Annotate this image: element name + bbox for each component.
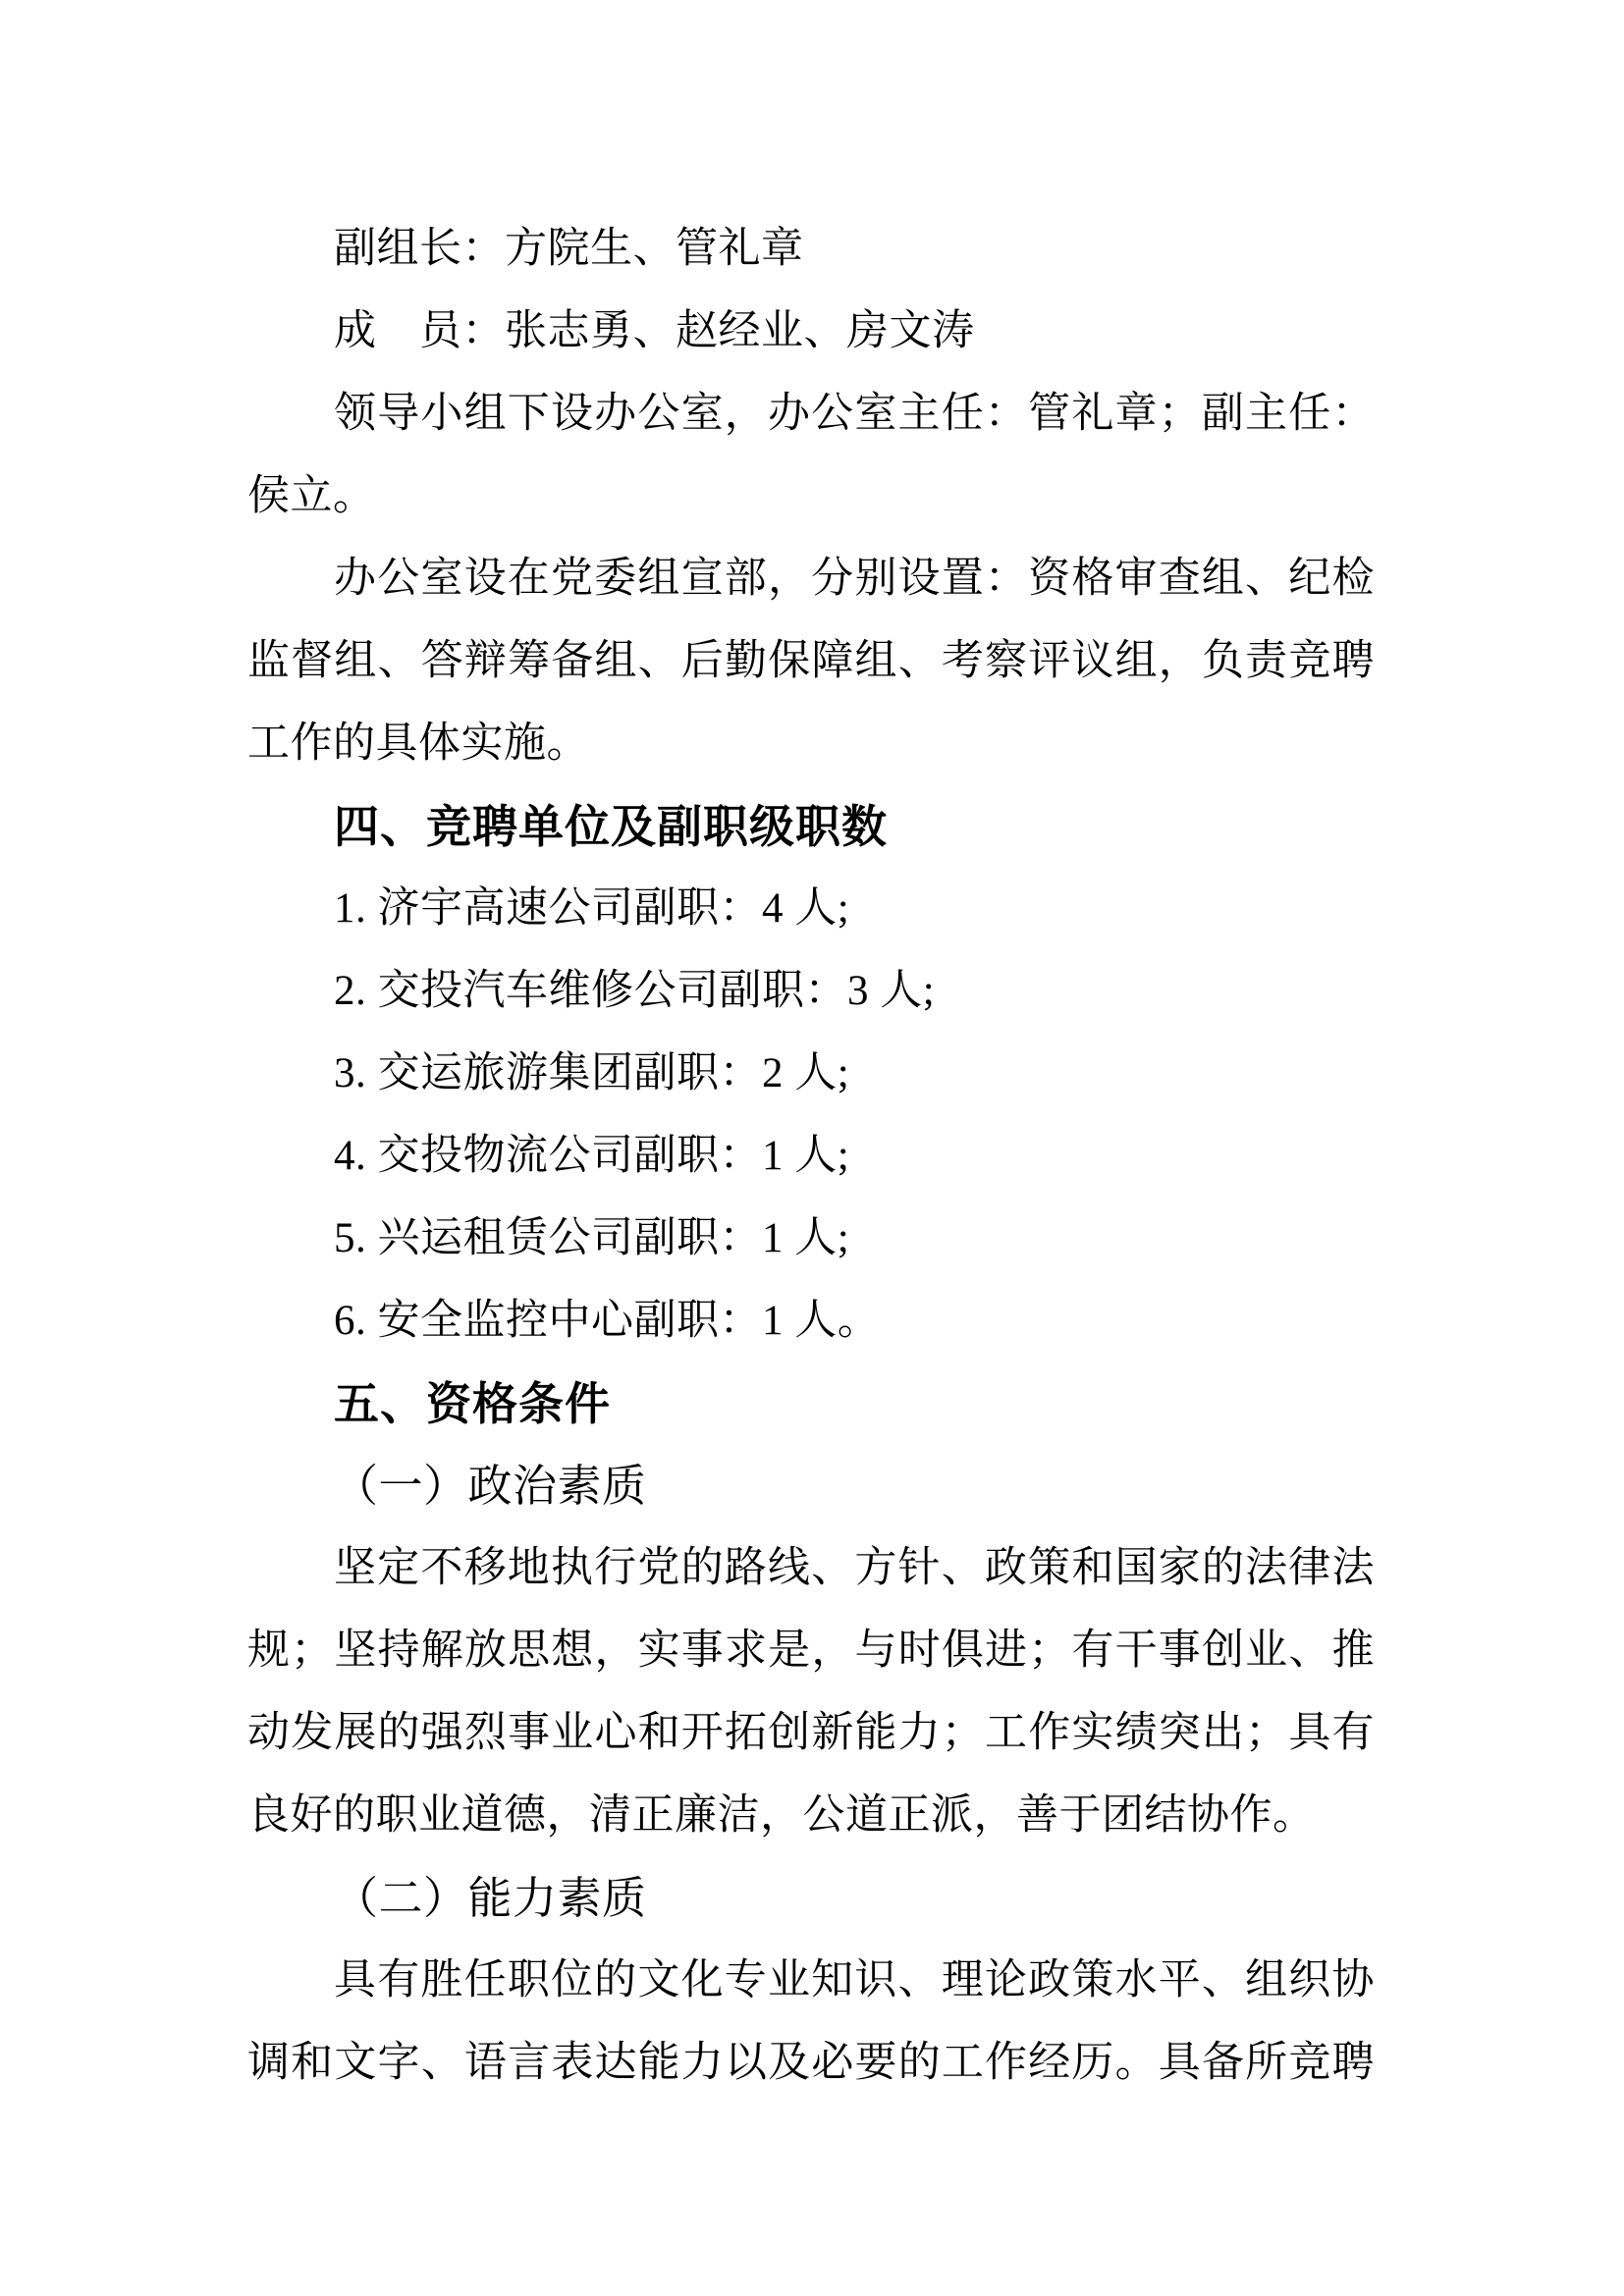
list-item-1: 1. 济宇高速公司副职：4 人; — [334, 885, 850, 932]
text-line-members: 成 员：张志勇、赵经业、房文涛 — [334, 308, 975, 354]
text-line-ability-2: 调和文字、语言表达能力以及必要的工作经历。具备所竞聘 — [247, 2040, 1375, 2086]
subsection-heading-political: （一）政治素质 — [334, 1462, 647, 1511]
section-heading-5: 五、资格条件 — [334, 1378, 611, 1429]
text-line-office-location: 办公室设在党委组宣部，分别设置：资格审查组、纪检 — [334, 556, 1375, 602]
text-line-political-2: 规；坚持解放思想，实事求是，与时俱进；有干事创业、推 — [247, 1628, 1375, 1674]
text-line-office-groups: 监督组、答辩筹备组、后勤保障组、考察评议组，负责竞聘 — [247, 638, 1375, 684]
text-line-deputy-leaders: 副组长：方院生、管礼章 — [334, 226, 804, 272]
list-item-5: 5. 兴运租赁公司副职：1 人; — [334, 1215, 850, 1261]
text-line-office-groups-cont: 工作的具体实施。 — [247, 721, 589, 767]
text-line-office-setup: 领导小组下设办公室，办公室主任：管礼章；副主任： — [334, 391, 1375, 437]
subsection-heading-ability: （二）能力素质 — [334, 1874, 647, 1923]
text-line-political-4: 良好的职业道德，清正廉洁，公道正派，善于团结协作。 — [247, 1792, 1316, 1839]
list-item-3: 3. 交运旅游集团副职：2 人; — [334, 1050, 850, 1096]
list-item-4: 4. 交投物流公司副职：1 人; — [334, 1133, 850, 1179]
list-item-6: 6. 安全监控中心副职：1 人。 — [334, 1298, 881, 1344]
text-line-ability-1: 具有胜任职位的文化专业知识、理论政策水平、组织协 — [334, 1957, 1375, 2003]
section-heading-4: 四、竞聘单位及副职级职数 — [334, 801, 888, 852]
text-line-office-setup-cont: 侯立。 — [247, 473, 376, 519]
text-line-political-3: 动发展的强烈事业心和开拓创新能力；工作实绩突出；具有 — [247, 1710, 1375, 1756]
document-text-block — [247, 208, 1375, 2105]
text-line-political-1: 坚定不移地执行党的路线、方针、政策和国家的法律法 — [334, 1545, 1375, 1591]
list-item-2: 2. 交投汽车维修公司副职：3 人; — [334, 968, 936, 1014]
